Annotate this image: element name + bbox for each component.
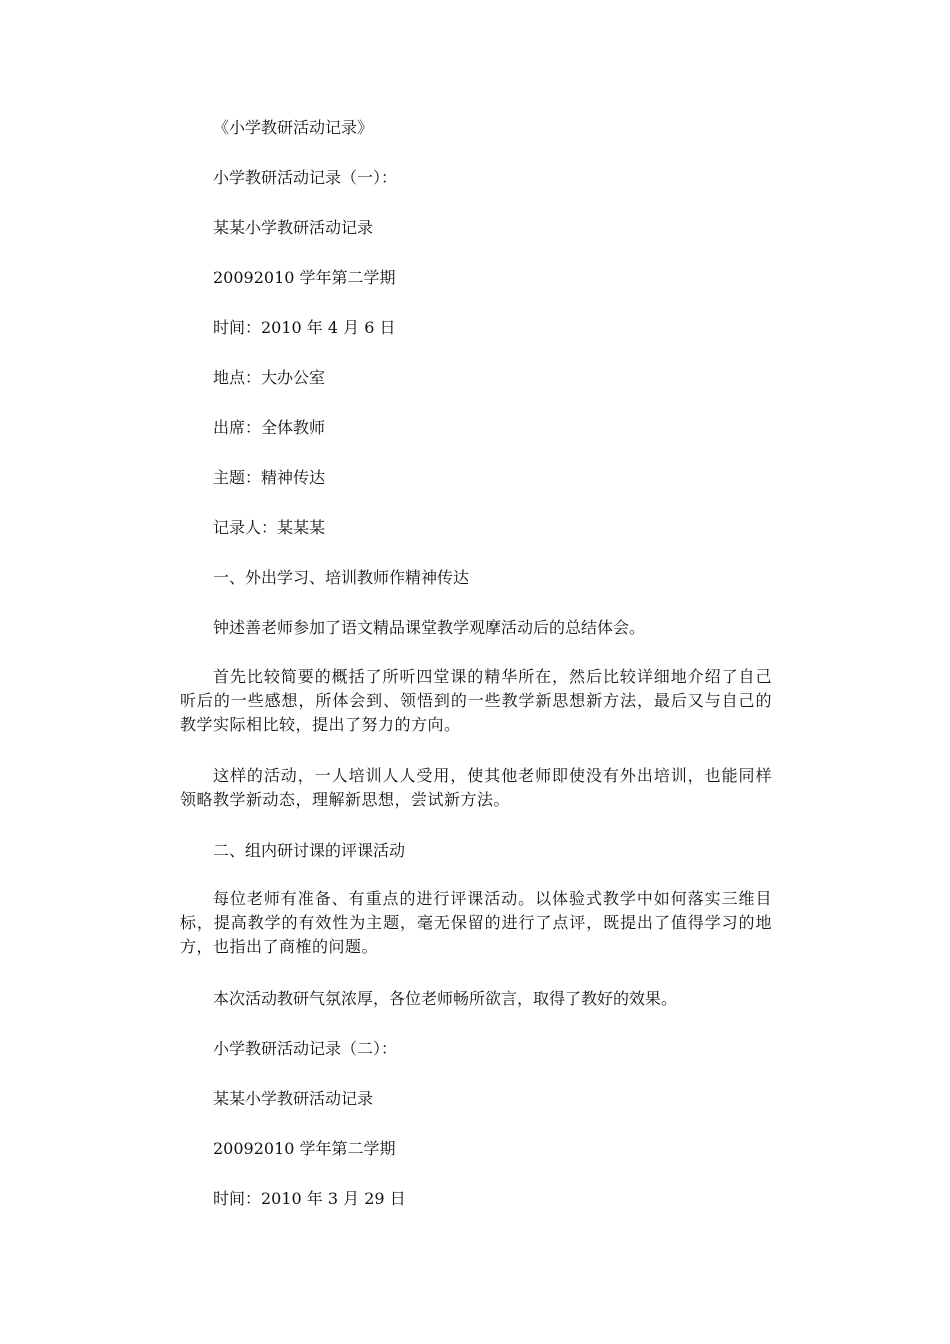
record1-heading: 小学教研活动记录（一）： [213,168,398,187]
record1-section1-title: 一、外出学习、培训教师作精神传达 [213,568,470,587]
record2-term: 20092010 学年第二学期 [213,1139,396,1158]
record1-recorder: 记录人：某某某 [213,518,326,537]
document-title: 《小学教研活动记录》 [213,118,374,137]
record2-org: 某某小学教研活动记录 [213,1089,374,1108]
record1-section2-title: 二、组内研讨课的评课活动 [213,841,406,860]
record1-attendees: 出席：全体教师 [213,418,326,437]
record2-heading: 小学教研活动记录（二）： [213,1039,398,1058]
record1-time: 时间：2010 年 4 月 6 日 [213,318,396,337]
record1-section2-paragraph-1: 每位老师有准备、有重点的进行评课活动。以体验式教学中如何落实三维目标，提高教学的有效性为主题，毫无保留的进行了点评，既提出了值得学习的地方，也指出了商榷的问题。 [180,889,772,956]
record2-time: 时间：2010 年 3 月 29 日 [213,1189,406,1208]
record1-place: 地点：大办公室 [213,368,326,387]
record1-term: 20092010 学年第二学期 [213,268,396,287]
record1-section2-paragraph-2: 本次活动教研气氛浓厚，各位老师畅所欲言，取得了教好的效果。 [213,989,678,1008]
record1-org: 某某小学教研活动记录 [213,218,374,237]
record1-section1-paragraph-2: 首先比较简要的概括了所听四堂课的精华所在，然后比较详细地介绍了自己听后的一些感想，所体会到、领悟到的一些教学新思想新方法，最后又与自己的教学实际相比较，提出了努力的方向。 [180,667,772,734]
record1-section1-paragraph-3: 这样的活动，一人培训人人受用，使其他老师即使没有外出培训，也能同样领略教学新动态，理解新思想，尝试新方法。 [180,766,772,809]
record1-section1-paragraph-1: 钟述善老师参加了语文精品课堂教学观摩活动后的总结体会。 [213,618,646,637]
record1-topic: 主题：精神传达 [213,468,326,487]
